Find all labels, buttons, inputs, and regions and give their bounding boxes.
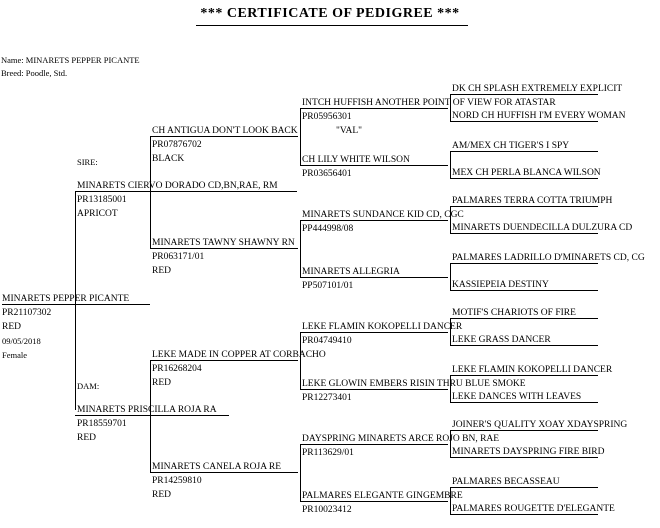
gen3-reg-8: PR10023412 <box>302 505 352 515</box>
gen3-line-5 <box>300 332 448 333</box>
gen4-name-6: MINARETS DUENDECILLA DULZURA CD <box>452 223 633 233</box>
gen2-connector-dam <box>150 360 151 472</box>
subject-name: MINARETS PEPPER PICANTE <box>2 294 130 304</box>
gen3-reg-4: PP507101/01 <box>302 281 354 291</box>
dam-label: DAM: <box>77 381 100 391</box>
gen4-name-1: DK CH SPLASH EXTREMELY EXPLICIT <box>452 84 623 94</box>
gen3-name-8: PALMARES ELEGANTE GINGEMBRE <box>302 491 463 501</box>
gen4-name-15: PALMARES BECASSEAU <box>452 477 560 487</box>
gen4-connector-5 <box>450 318 451 345</box>
dam-sire-name: LEKE MADE IN COPPER AT CORBACHO <box>152 350 326 360</box>
gen4-line-6 <box>450 233 598 234</box>
sire-reg: PR13185001 <box>77 195 127 205</box>
gen3-connector-3 <box>300 332 301 389</box>
gen3-line-3 <box>300 220 448 221</box>
gen3-connector-1 <box>300 108 301 165</box>
gen4-line-10 <box>450 345 598 346</box>
gen4-connector-8 <box>450 487 451 514</box>
gen3-connector-2 <box>300 220 301 277</box>
dam-dam-name: MINARETS CANELA ROJA RE <box>152 462 282 472</box>
gen4-connector-6 <box>450 375 451 402</box>
gen4-line-13 <box>450 430 598 431</box>
sire-label: SIRE: <box>77 157 98 167</box>
sire-dam-name: MINARETS TAWNY SHAWNY RN <box>152 238 295 248</box>
subject-dob: 09/05/2018 <box>2 336 41 346</box>
gen4-connector-3 <box>450 206 451 233</box>
dam-sire-line <box>150 360 298 361</box>
sire-sire-line <box>150 136 298 137</box>
gen4-line-12 <box>450 402 598 403</box>
gen4-name-9: MOTIF'S CHARIOTS OF FIRE <box>452 308 576 318</box>
gen3-name-6: LEKE GLOWIN EMBERS RISIN THRU BLUE SMOKE <box>302 379 526 389</box>
dam-dam-color: RED <box>152 490 171 500</box>
gen4-name-3: AM/MEX CH TIGER'S I SPY <box>452 141 570 151</box>
gen3-line-8 <box>300 501 448 502</box>
gen4-name-7: PALMARES LADRILLO D'MINARETS CD, CG <box>452 253 645 263</box>
gen3-line-6 <box>300 389 448 390</box>
sire-dam-reg: PR063171/01 <box>152 252 205 262</box>
gen4-name-16: PALMARES ROUGETTE D'ELEGANTE <box>452 504 615 514</box>
gen4-line-3 <box>450 151 598 152</box>
gen3-name-3: MINARETS SUNDANCE KID CD, CGC <box>302 210 464 220</box>
gen3-line-1 <box>300 108 448 109</box>
dam-dam-reg: PR14259810 <box>152 476 202 486</box>
gen4-name-10: LEKE GRASS DANCER <box>452 335 551 345</box>
dam-sire-reg: PR16268204 <box>152 364 202 374</box>
gen4-line-7 <box>450 263 598 264</box>
sire-name: MINARETS CIERVO DORADO CD,BN,RAE, RM <box>77 181 278 191</box>
dam-reg: PR18559701 <box>77 419 127 429</box>
gen3-name-7: DAYSPRING MINARETS ARCE ROJO BN, RAE <box>302 434 500 444</box>
subject-reg: PR21107302 <box>2 308 52 318</box>
gen4-line-15 <box>450 487 598 488</box>
gen4-connector-4 <box>450 263 451 290</box>
gen4-line-9 <box>450 318 598 319</box>
sire-dam-color: RED <box>152 266 171 276</box>
dam-dam-line <box>150 472 298 473</box>
gen4-connector-2 <box>450 151 451 178</box>
gen4-line-1 <box>450 94 598 95</box>
gen1-connector <box>75 191 76 410</box>
sire-sire-callname: "VAL" <box>336 126 363 136</box>
gen4-name-2: NORD CH HUFFISH I'M EVERY WOMAN <box>452 111 626 121</box>
gen3-line-7 <box>300 444 448 445</box>
gen4-line-2 <box>450 121 598 122</box>
dam-name: MINARETS PRISCILLA ROJA RA <box>77 405 217 415</box>
gen4-name-11: LEKE FLAMIN KOKOPELLI DANCER <box>452 365 613 375</box>
gen3-name-5: LEKE FLAMIN KOKOPELLI DANCER <box>302 322 463 332</box>
sire-sire-color: BLACK <box>152 154 185 164</box>
sire-dam-line <box>150 248 298 249</box>
sire-color: APRICOT <box>77 209 118 219</box>
gen4-line-8 <box>450 290 598 291</box>
gen3-reg-7: PR113629/01 <box>302 448 354 458</box>
gen3-reg-2: PR03656401 <box>302 169 352 179</box>
subject-color: RED <box>2 322 21 332</box>
dam-sire-color: RED <box>152 378 171 388</box>
breed-line: Breed: Poodle, Std. <box>1 68 68 78</box>
gen4-name-8: KASSIEPEIA DESTINY <box>452 280 549 290</box>
subject-sex: Female <box>2 350 28 360</box>
gen4-name-5: PALMARES TERRA COTTA TRIUMPH <box>452 196 613 206</box>
gen4-name-13: JOINER'S QUALITY XOAY XDAYSPRING <box>452 420 628 430</box>
gen3-reg-6: PR12273401 <box>302 393 352 403</box>
gen3-line-2 <box>300 165 448 166</box>
gen3-connector-4 <box>300 444 301 501</box>
gen3-reg-3: PP444998/08 <box>302 224 354 234</box>
gen4-name-14: MINARETS DAYSPRING FIRE BIRD <box>452 447 605 457</box>
gen3-line-4 <box>300 277 448 278</box>
gen4-line-5 <box>450 206 598 207</box>
gen3-name-2: CH LILY WHITE WILSON <box>302 155 410 165</box>
gen4-name-12: LEKE DANCES WITH LEAVES <box>452 392 582 402</box>
sire-sire-reg: PR07876702 <box>152 140 202 150</box>
gen2-connector-sire <box>150 136 151 248</box>
dog-name-line: Name: MINARETS PEPPER PICANTE <box>1 55 140 65</box>
gen4-connector-7 <box>450 430 451 457</box>
gen4-line-11 <box>450 375 598 376</box>
certificate-title: *** CERTIFICATE OF PEDIGREE *** <box>200 6 460 21</box>
sire-line <box>75 191 297 192</box>
gen4-name-4: MEX CH PERLA BLANCA WILSON <box>452 168 601 178</box>
gen4-line-4 <box>450 178 598 179</box>
subject-line <box>2 304 150 305</box>
gen4-connector-1 <box>450 94 451 121</box>
dam-line <box>75 415 229 416</box>
gen3-name-1: INTCH HUFFISH ANOTHER POINT OF VIEW FOR ATASTAR <box>302 98 556 108</box>
title-underline <box>196 25 468 26</box>
dam-color: RED <box>77 433 96 443</box>
gen3-reg-1: PR05956301 <box>302 112 352 122</box>
sire-sire-name: CH ANTIGUA DON'T LOOK BACK <box>152 126 298 136</box>
gen4-line-14 <box>450 457 598 458</box>
gen4-line-16 <box>450 514 598 515</box>
gen3-name-4: MINARETS ALLEGRIA <box>302 267 400 277</box>
gen3-reg-5: PR04749410 <box>302 336 352 346</box>
